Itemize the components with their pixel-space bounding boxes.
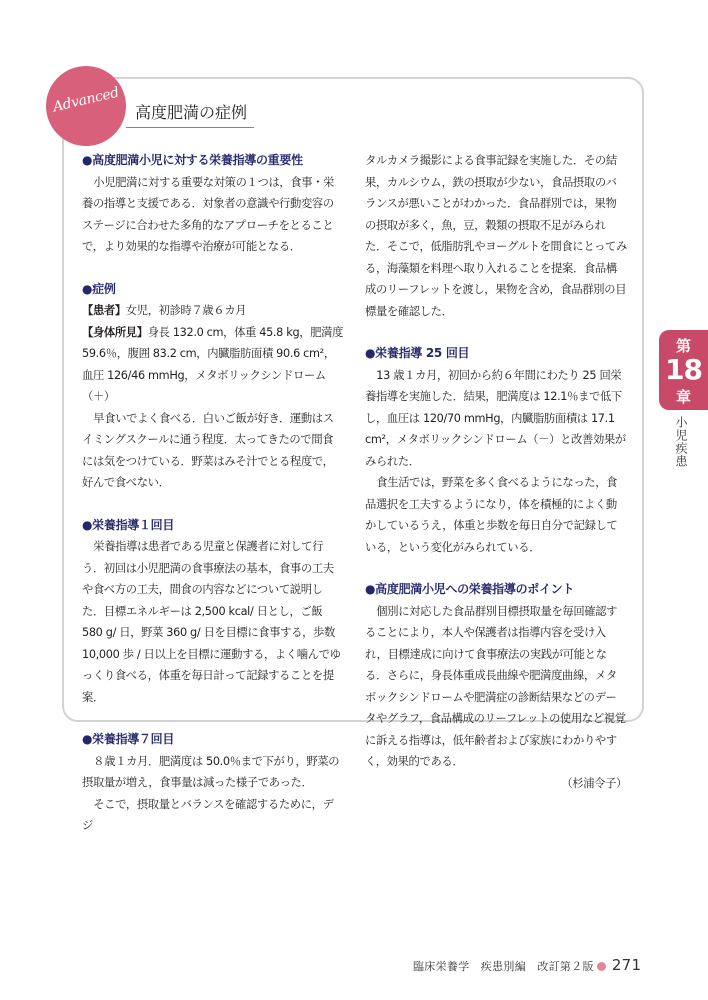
chapter-tab-prefix: 第 — [675, 337, 691, 355]
title-underline — [126, 127, 254, 128]
book-title: 臨床栄養学 疾患別編 改訂第２版 — [413, 960, 594, 973]
paragraph: 13 歳１カ月，初回から約６年間にわたり 25 回栄養指導を実施した．結果，肥満度は 12.1％まで低下し，血圧は 120/70 mmHg，内臓脂肪面積は 17.1 cm²，メタボリックシンドローム（－）と改善効果がみられた． — [365, 368, 626, 468]
paragraph: 個別に対応した食品群別目標摂取量を毎回確認することにより，本人や保護者は指導内容を受け入れ，目標達成に向けて食事療法の実践が可能となる．さらに，身長体重成長曲線や肥満度曲線，メタボックシンドロームや肥満症の診断結果などのデータやグラフ，食品構成のリーフレットの使用など視覚に訴える指導は，低年齢者および家族にわかりやすく，効果的である． — [365, 604, 626, 768]
paragraph: タルカメラ撮影による食事記録を実施した．その結果，カルシウム，鉄の摂取が少ない，食品摂取のバランスが悪いことがわかった．食品群別では，果物の摂取が多く，魚，豆，穀類の摂取不足がみられた．そこで，低脂肪乳やヨーグルトを間食にとってみる，海藻類を料理へ取り入れることを提案．食品構成のリーフレットを渡し，果物を含め，食品群別の目標量を確認した． — [365, 154, 627, 318]
paragraph: 食生活では，野菜を多く食べるようになった，食品選択を工夫するようになり，体を積極的によく動かしているうえ，体重と歩数を毎日自分で記録している，という変化がみられている． — [365, 476, 618, 554]
paragraph: ８歳１カ月．肥満度は 50.0％まで下がり，野菜の摂取量が増え，食事量は減った様子であった． — [82, 754, 340, 789]
section-heading: ●栄養指導１回目 — [82, 517, 175, 532]
chapter-tab — [659, 330, 708, 410]
bullet-icon: ● — [82, 732, 93, 746]
paragraph: そこで，摂取量とバランスを確認するために，デジ — [82, 797, 334, 832]
section-heading: ●栄養指導７回目 — [82, 732, 175, 746]
bullet-icon: ● — [365, 346, 376, 360]
left-column — [82, 150, 344, 837]
right-column — [365, 150, 627, 794]
section-heading: ●高度肥満小児に対する栄養指導の重要性 — [82, 153, 303, 167]
author-signature: （杉浦令子） — [561, 776, 627, 790]
patient-line: 【患者】女児，初診時７歳６カ月 — [82, 304, 247, 317]
chapter-tab-suffix: 章 — [675, 388, 691, 406]
paragraph: 小児肥満に対する重要な対策の１つは，食事・栄養の指導と支援である．対象者の意識や行動変容のステージに合わせた多角的なアプローチをとることで，より効果的な指導や治療が可能となる． — [82, 175, 335, 253]
chapter-number: 18 — [665, 353, 702, 386]
section-heading: ●症例 — [82, 281, 116, 296]
bullet-icon: ● — [82, 281, 93, 296]
bullet-icon: ● — [82, 153, 93, 167]
page-footer — [413, 956, 641, 974]
bullet-icon: ● — [82, 517, 93, 532]
advanced-badge-label: Advanced — [51, 84, 121, 116]
findings-line: 【身体所見】身長 132.0 cm，体重 45.8 kg，肥満度 59.6％，腹囲 83.2 cm，内臓脂肪面積 90.6 cm²，血圧 126/46 mmHg，メタボリックシンドローム（＋） — [82, 325, 344, 403]
footer-dot-icon — [597, 962, 606, 971]
section-heading: ●高度肥満小児への栄養指導のポイント — [365, 582, 575, 596]
paragraph: 栄養指導は患者である児童と保護者に対して行う．初回は小児肥満の食事療法の基本，食事の工夫や食べ方の工夫，間食の内容などについて説明した．目標エネルギーは 2,500 kcal/ 日とし，ご飯 580 g/ 日，野菜 360 g/ 日を目標に食事する，歩数 10,000 歩 / 日以上を目標に運動する，よく噛んでゆっくり食べる，体重を毎日計って記録することを提案． — [82, 540, 341, 704]
page-number: 271 — [611, 956, 642, 974]
section-heading: ●栄養指導 25 回目 — [365, 346, 470, 360]
chapter-subtitle: 小児疾患 — [674, 416, 688, 468]
bullet-icon: ● — [365, 582, 376, 596]
box-title: 高度肥満の症例 — [135, 103, 248, 122]
paragraph: 早食いでよく食べる．白いご飯が好き．運動はスイミングスクールに通う程度．太ってきたので間食には気をつけている．野菜はみそ汁でとる程度で，好んで食べない． — [82, 411, 334, 489]
